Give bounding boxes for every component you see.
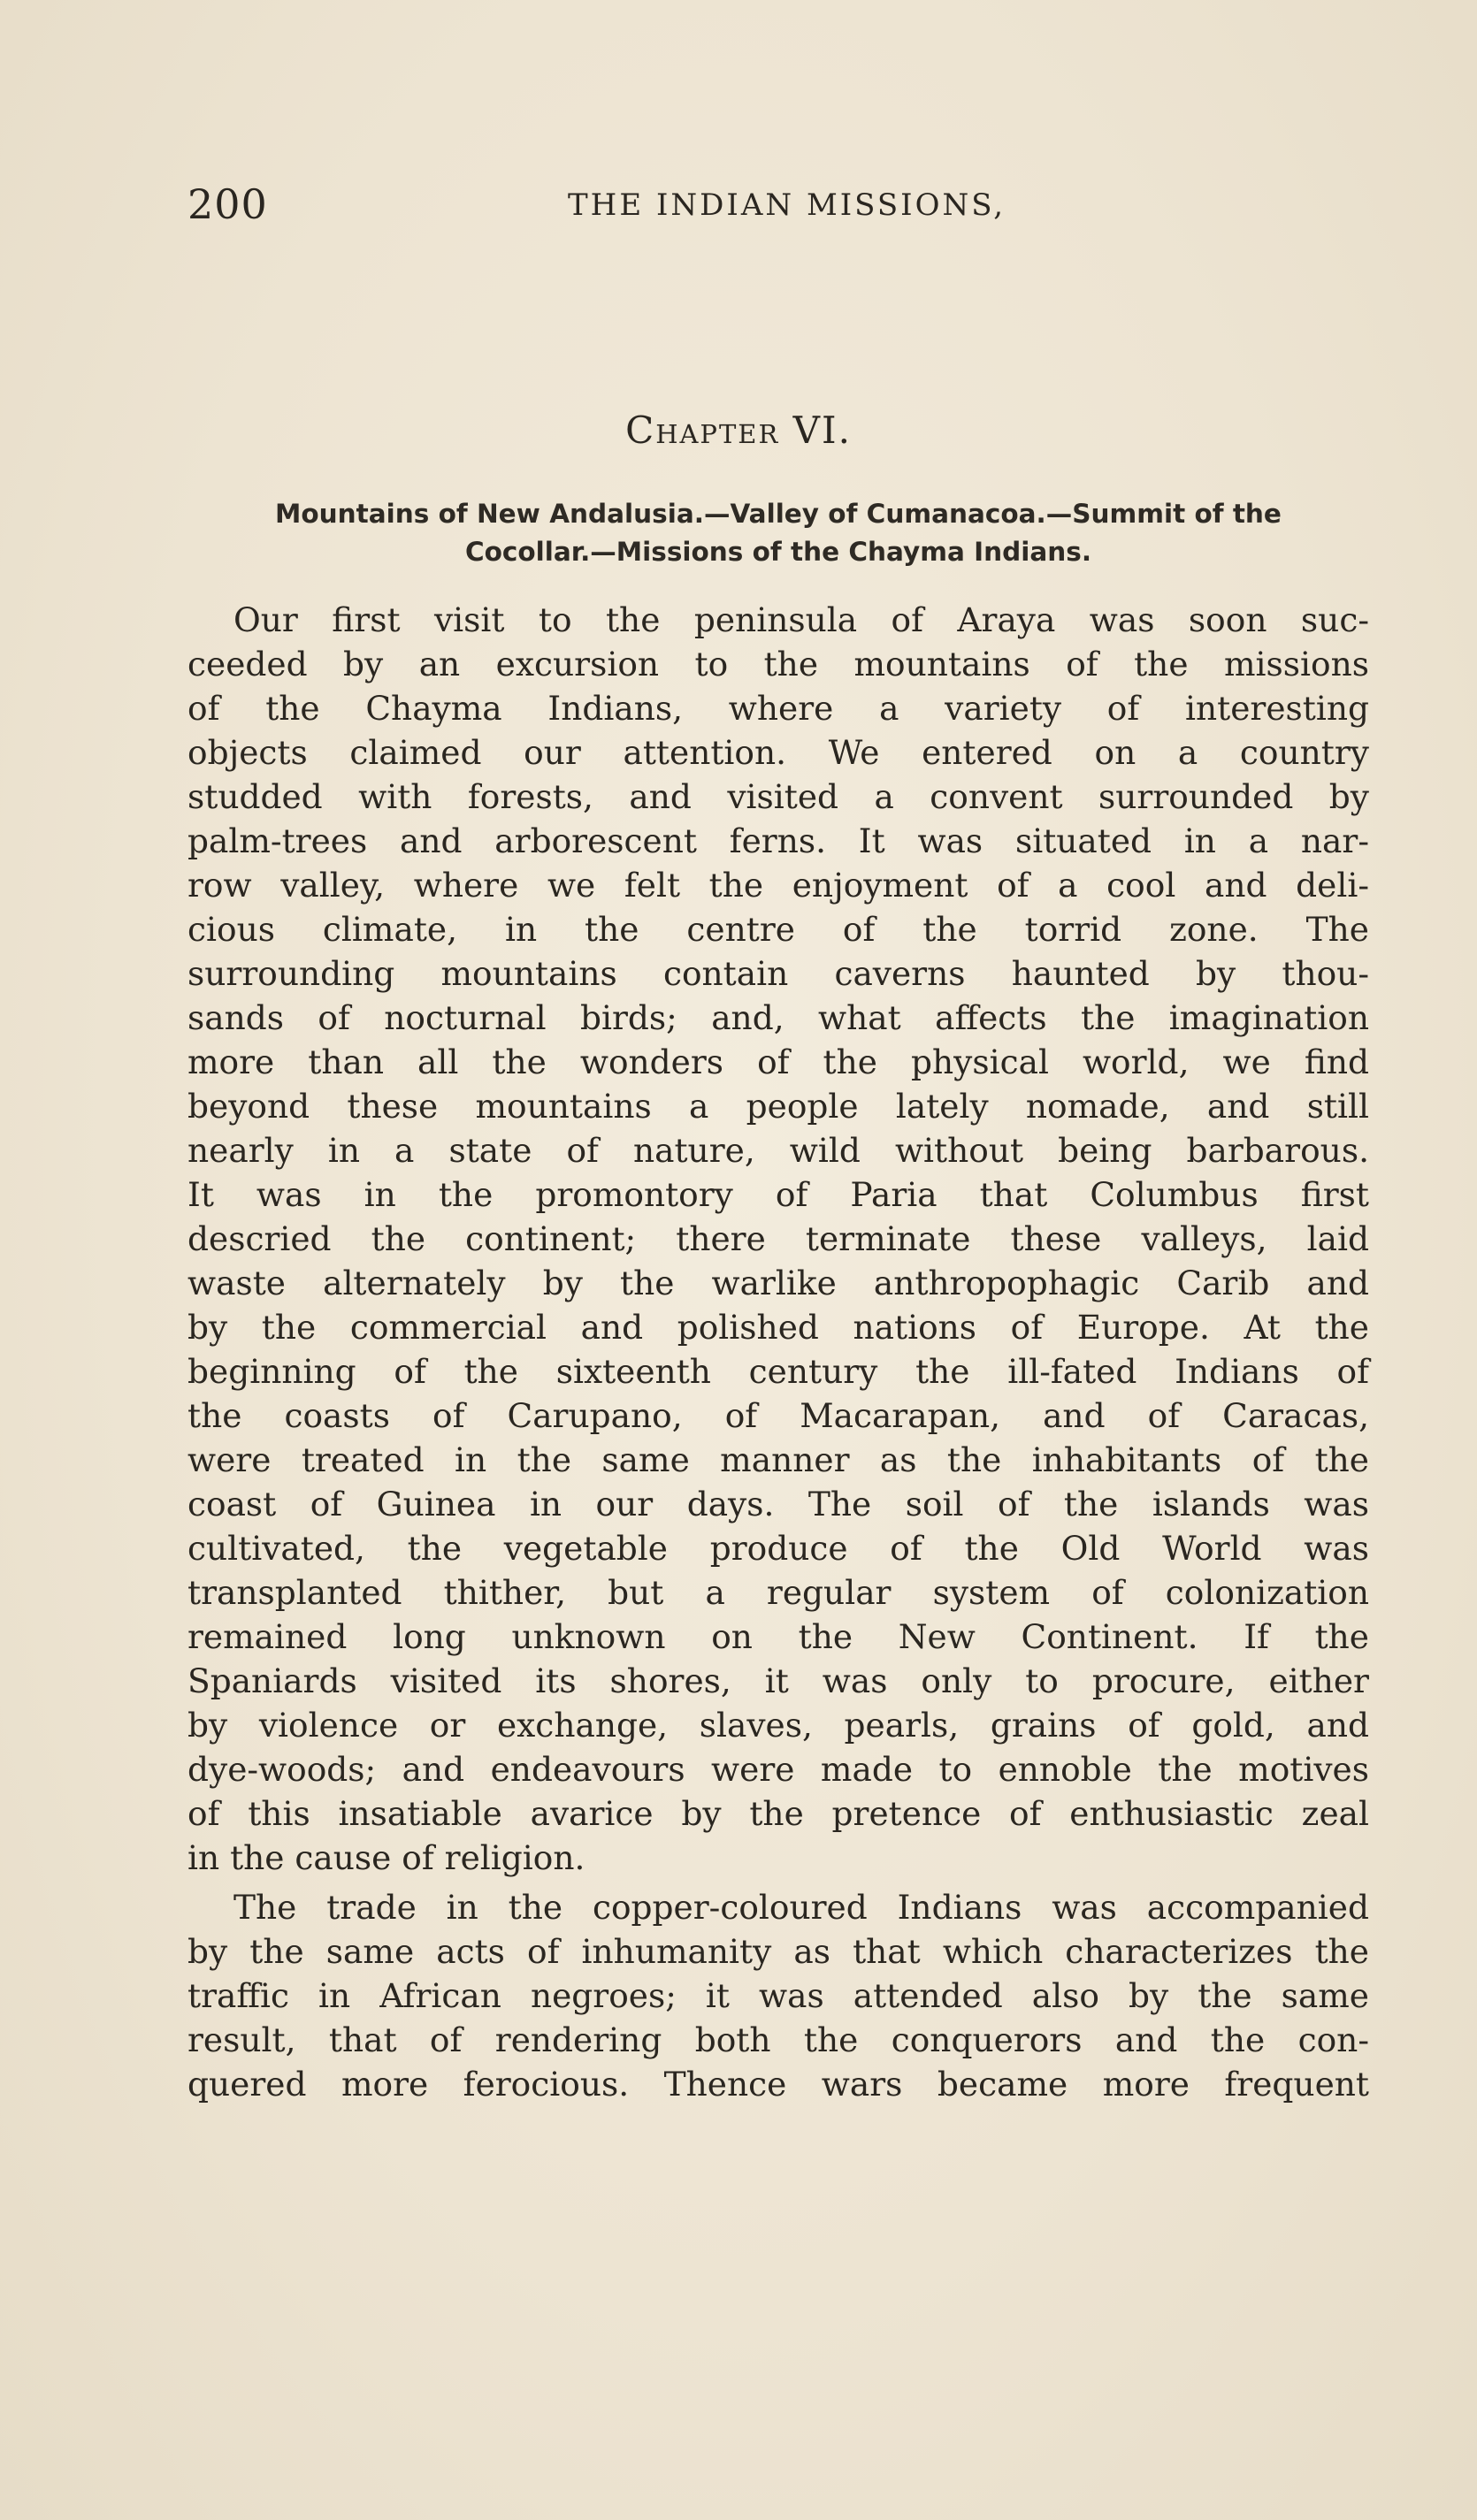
text-line: quered more ferocious. Thence wars became more frequent [187, 2065, 1369, 2104]
text-line: coast of Guinea in our days. The soil of the islands was [187, 1485, 1369, 1523]
text-line: descried the continent; there terminate these valleys, laid [187, 1219, 1369, 1258]
text-line: studded with forests, and visited a convent surrounded by [187, 777, 1369, 816]
chapter-summary-line: Mountains of New Andalusia.—Valley of Cumanacoa.—Summit of the [275, 499, 1282, 529]
text-line: by violence or exchange, slaves, pearls, grains of gold, and [187, 1706, 1369, 1745]
text-line: dye-woods; and endeavours were made to ennoble the motives [187, 1750, 1369, 1789]
text-line: of the Chayma Indians, where a variety of interesting [187, 689, 1369, 728]
text-line: were treated in the same manner as the inhabitants of the [187, 1440, 1369, 1479]
text-line: Our first visit to the peninsula of Araya was soon suc- [233, 600, 1369, 639]
chapter-summary-line: Cocollar.—Missions of the Chayma Indians. [464, 537, 1092, 567]
running-head [187, 180, 1369, 233]
text-line: remained long unknown on the New Continent. If the [187, 1617, 1369, 1656]
text-line: objects claimed our attention. We entered on a country [187, 733, 1369, 772]
running-title: THE INDIAN MISSIONS, [568, 187, 1006, 223]
text-line: of this insatiable avarice by the pretence of enthusiastic zeal [187, 1794, 1369, 1833]
text-line: Spaniards visited its shores, it was only to procure, either [187, 1661, 1369, 1700]
body-text [187, 598, 1369, 2106]
text-line: palm-trees and arborescent ferns. It was situated in a nar- [187, 821, 1369, 860]
text-line: in the cause of religion. [187, 1838, 585, 1877]
text-line: traffic in African negroes; it was attended also by the same [187, 1976, 1369, 2015]
text-line: It was in the promontory of Paria that Columbus first [187, 1175, 1369, 1214]
text-line: result, that of rendering both the conquerors and the con- [187, 2020, 1369, 2059]
paragraph [187, 598, 1369, 1880]
text-line: more than all the wonders of the physical world, we find [187, 1042, 1369, 1081]
text-line: cious climate, in the centre of the torrid zone. The [187, 910, 1369, 949]
text-line: ceeded by an excursion to the mountains of the missions [187, 645, 1369, 683]
text-line: The trade in the copper-coloured Indians was accompanied [233, 1888, 1369, 1927]
text-line: by the same acts of inhumanity as that which characterizes the [187, 1932, 1369, 1971]
text-line: by the commercial and polished nations of Europe. At the [187, 1308, 1369, 1347]
text-line: transplanted thither, but a regular system of colonization [187, 1573, 1369, 1612]
text-line: sands of nocturnal birds; and, what affects the imagination [187, 998, 1369, 1037]
text-line: surrounding mountains contain caverns haunted by thou- [187, 954, 1369, 993]
chapter-summary [187, 495, 1369, 571]
paragraph [187, 1885, 1369, 2106]
chapter-heading: Chapter VI. [625, 409, 852, 452]
text-line: beyond these mountains a people lately nomade, and still [187, 1087, 1369, 1126]
text-line: cultivated, the vegetable produce of the Old World was [187, 1529, 1369, 1568]
text-line: the coasts of Carupano, of Macarapan, and of Caracas, [187, 1396, 1369, 1435]
text-line: nearly in a state of nature, wild without being barbarous. [187, 1131, 1369, 1170]
text-line: row valley, where we felt the enjoyment of a cool and deli- [187, 866, 1369, 905]
text-line: beginning of the sixteenth century the ill-fated Indians of [187, 1352, 1369, 1391]
text-line: waste alternately by the warlike anthropophagic Carib and [187, 1264, 1369, 1302]
page-number: 200 [187, 180, 268, 228]
